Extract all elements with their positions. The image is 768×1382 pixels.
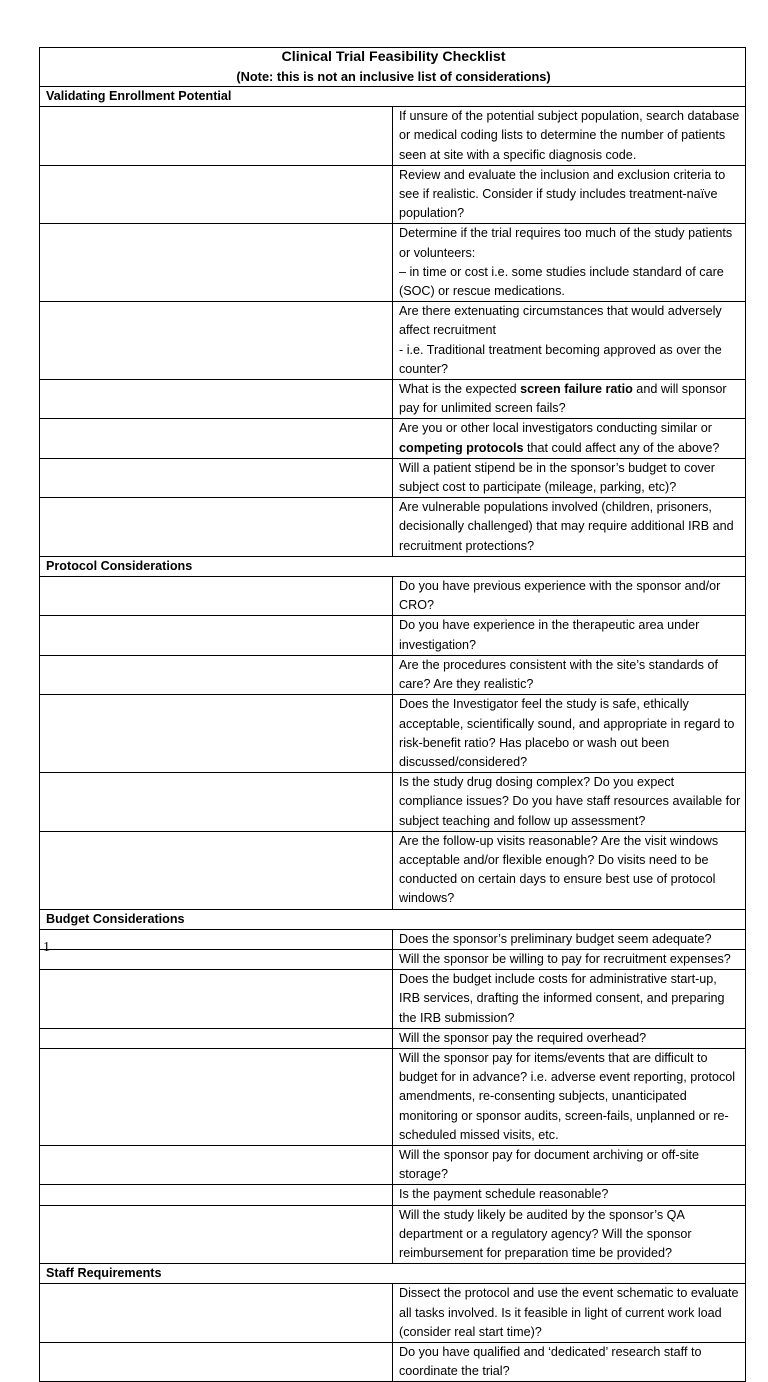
item-text-segment: Do you have experience in the therapeutic area under investigation? [399,618,700,652]
checklist-row [40,831,746,909]
checkbox-cell[interactable] [40,695,393,773]
checklist-row [40,1048,746,1145]
checkbox-cell[interactable] [40,773,393,832]
checklist-item-text [393,498,746,557]
checkbox-cell[interactable] [40,929,393,949]
checklist-item-text [393,655,746,694]
checkbox-cell[interactable] [40,1284,393,1343]
emphasis-text: screen failure ratio [520,382,633,397]
item-text-segment: Are vulnerable populations involved (children, prisoners, decisionally challenged) that may require additional IRB and recruitment protections? [399,500,734,553]
item-text-segment: If unsure of the potential subject population, search database or medical coding lists to determine the number of patients seen at site with a specific diagnosis code. [399,109,740,162]
item-text-segment: Will the study likely be audited by the sponsor’s QA department or a regulatory agency? Will the sponsor reimbursement for preparation time be provided? [399,1207,692,1260]
checklist-item-text [393,1028,746,1048]
checklist-item-text [393,380,746,419]
checklist-row [40,616,746,655]
section-heading: Budget Considerations [40,909,746,929]
item-text-segment: Will the sponsor pay for items/events that are difficult to budget for in advance? i.e. adverse event reporting, protocol amendments, re-consenting subjects, unanticipated monitoring or sponsor audits, screen-fails, unplanned or re-scheduled missed visits, etc. [399,1050,736,1142]
checkbox-cell[interactable] [40,498,393,557]
checkbox-cell[interactable] [40,419,393,458]
emphasis-text: competing protocols [399,440,524,455]
section-header-row [40,556,746,576]
checklist-row [40,1284,746,1343]
item-text-segment: and will sponsor pay for unlimited screen fails? [399,382,727,416]
page-number: 1 [43,940,50,955]
item-text-segment: Are the follow-up visits reasonable? Are the visit windows acceptable and/or flexible enough? Do visits need to be conducted on certain days to ensure best use of protocol windows? [399,833,719,906]
checklist-row [40,1145,746,1184]
checklist-item-text [393,1284,746,1343]
checklist-row [40,970,746,1029]
checkbox-cell[interactable] [40,1185,393,1205]
item-text-segment: Review and evaluate the inclusion and exclusion criteria to see if realistic. Consider if study includes treatment-naïve population? [399,167,726,221]
item-text-segment: Will the sponsor pay the required overhead? [399,1030,647,1045]
checklist-item-text [393,107,746,166]
checklist-row [40,1028,746,1048]
document-subtitle: (Note: this is not an inclusive list of considerations) [236,69,551,84]
checkbox-cell[interactable] [40,1205,393,1264]
checklist-row [40,380,746,419]
section-header-row [40,909,746,929]
checklist-item-text [393,831,746,909]
checklist-item-text [393,1185,746,1205]
item-text-segment: Will a patient stipend be in the sponsor’s budget to cover subject cost to participate (mileage, parking, etc)? [399,460,715,495]
item-text-segment: - i.e. Traditional treatment becoming approved as over the counter? [399,342,722,376]
checklist-row [40,655,746,694]
checkbox-cell[interactable] [40,458,393,497]
checklist-item-text [393,165,746,224]
section-heading: Protocol Considerations [40,556,746,576]
item-text-segment: Is the study drug dosing complex? Do you expect compliance issues? Do you have staff resources available for subject teaching and follow up assessment? [399,775,741,828]
checklist-item-text [393,773,746,832]
checklist-table [39,47,746,1382]
checklist-row [40,773,746,832]
title-cell [40,48,746,87]
checklist-row [40,1343,746,1382]
section-header-row [40,1264,746,1284]
item-text-segment: Does the Investigator feel the study is safe, ethically acceptable, scientifically sound, and appropriate in regard to risk-benefit ratio? Has placebo or wash out been discussed/considered? [399,697,735,769]
section-header-row [40,87,746,107]
item-text-segment: Does the budget include costs for administrative start-up, IRB services, drafting the informed consent, and preparing the IRB submission? [399,972,725,1025]
checkbox-cell[interactable] [40,302,393,380]
checkbox-cell[interactable] [40,165,393,224]
checkbox-cell[interactable] [40,1145,393,1184]
checklist-row [40,165,746,224]
checklist-row [40,419,746,458]
item-text-segment: – in time or cost i.e. some studies include standard of care (SOC) or rescue medications. [399,264,724,299]
checklist-row [40,458,746,497]
item-text-segment: Are there extenuating circumstances that would adversely affect recruitment [399,304,722,338]
checklist-row [40,929,746,949]
checklist-item-text [393,1343,746,1382]
checklist-row [40,695,746,773]
checkbox-cell[interactable] [40,224,393,302]
checkbox-cell[interactable] [40,1028,393,1048]
checklist-item-text [393,949,746,969]
item-text-segment: Do you have previous experience with the sponsor and/or CRO? [399,579,721,613]
checklist-row [40,577,746,616]
checklist-item-text [393,458,746,497]
checkbox-cell[interactable] [40,1048,393,1145]
checkbox-cell[interactable] [40,970,393,1029]
checkbox-cell[interactable] [40,616,393,655]
checklist-item-text [393,616,746,655]
checklist-row [40,949,746,969]
item-text-segment: Does the sponsor’s preliminary budget seem adequate? [399,931,712,946]
checklist-item-text [393,970,746,1029]
checklist-row [40,1205,746,1264]
checkbox-cell[interactable] [40,107,393,166]
item-text-segment: that could affect any of the above? [523,440,720,455]
checklist-row [40,107,746,166]
checkbox-cell[interactable] [40,831,393,909]
checklist-item-text [393,1205,746,1264]
item-text-segment: What is the expected [399,382,521,397]
item-text-segment: Are the procedures consistent with the site’s standards of care? Are they realistic? [399,657,718,692]
checkbox-cell[interactable] [40,1343,393,1382]
checklist-item-text [393,1145,746,1184]
checklist-item-text [393,695,746,773]
item-text-segment: Are you or other local investigators conducting similar or [399,421,712,436]
checklist-row [40,498,746,557]
checklist-item-text [393,419,746,458]
section-heading: Staff Requirements [40,1264,746,1284]
section-heading: Validating Enrollment Potential [40,87,746,107]
checklist-item-text [393,224,746,302]
checklist-item-text [393,302,746,380]
title-row [40,48,746,87]
checklist-row [40,1185,746,1205]
checklist-row [40,302,746,380]
item-text-segment: Is the payment schedule reasonable? [399,1187,609,1202]
item-text-segment: Determine if the trial requires too much of the study patients or volunteers: [399,226,733,260]
checkbox-cell[interactable] [40,655,393,694]
checklist-item-text [393,577,746,616]
item-text-segment: Will the sponsor pay for document archiving or off-site storage? [399,1147,700,1182]
checklist-row [40,224,746,302]
item-text-segment: Dissect the protocol and use the event schematic to evaluate all tasks involved. Is it feasible in light of current work load (consider real start time)? [399,1286,739,1339]
checklist-item-text [393,1048,746,1145]
document-title: Clinical Trial Feasibility Checklist [281,49,506,65]
item-text-segment: Do you have qualified and ‘dedicated’ research staff to coordinate the trial? [399,1345,702,1379]
checkbox-cell[interactable] [40,380,393,419]
checklist-item-text [393,929,746,949]
checkbox-cell[interactable] [40,949,393,969]
checkbox-cell[interactable] [40,577,393,616]
item-text-segment: Will the sponsor be willing to pay for recruitment expenses? [399,951,731,966]
